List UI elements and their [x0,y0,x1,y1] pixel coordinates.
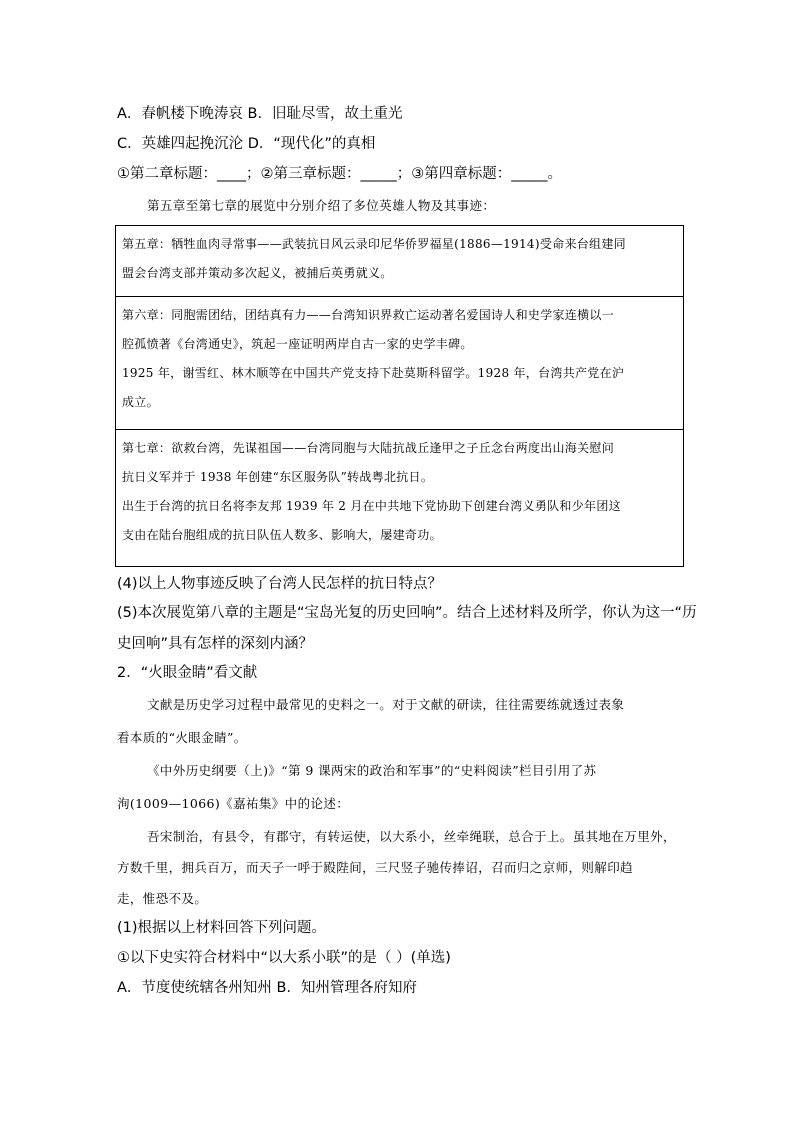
section-2-title: 2．“火眼金睛”看文献 [117,665,258,681]
option-row-ab-2: A．节度使统辖各州知州 B．知州管理各府知府 [117,980,417,996]
quote-line1: 吾宋制治，有县令，有郡守，有转运使，以大系小，丝牵绳联，总合于上。虽其地在万里外， [147,829,676,844]
option-row-ab: A．春帆楼下晚涛哀 B．旧耻尽雪，故土重光 [117,106,403,122]
question-5-line2: 史回响”具有怎样的深刻内涵？ [117,636,314,652]
question-4: (4)以上人物事迹反映了台湾人民怎样的抗日特点？ [117,576,443,592]
question-1: (1)根据以上材料回答下列问题。 [117,920,327,936]
chapter6-line: 第六章：同胞需团结，团结真有力——台湾知识界救亡运动著名爱国诗人和史学家连横以一 [122,308,615,322]
chapter6-line: 腔孤愤著《台湾通史》，筑起一座证明两岸自古一家的史学丰碑。 [122,337,473,351]
chapter7-line: 抗日义军并于 1938 年创建“东区服务队”转战粤北抗日。 [122,470,434,484]
question-1-sub: ①以下史实符合材料中“以大系小联”的是（ ）(单选) [117,950,451,966]
paragraph-1-line2: 看本质的“火眼金睛”。 [117,730,247,745]
chapter7-line: 支由在陆台胞组成的抗日队伍人数多、影响大，屡建奇功。 [122,528,442,542]
heroes-intro: 第五章至第七章的展览中分别介绍了多位英雄人物及其事迹： [147,198,496,213]
paragraph-2-line1: 《中外历史纲要（上)》“第 9 课两宋的政治和军事”的“史料阅读”栏目引用了苏 [147,763,597,778]
chapter5-line: 盟会台湾支部并策动多次起义，被捕后英勇就义。 [122,266,393,280]
chapter6-cell [116,296,683,429]
chapter6-line: 成立。 [122,395,159,409]
quote-line2: 方数千里，拥兵百万，而天子一呼于殿陛间，三尺竖子驰传捧诏，召而归之京师，则解印趋 [117,860,634,875]
chapter7-cell [116,429,683,566]
paragraph-1-line1: 文献是历史学习过程中最常见的史料之一。对于文献的研读，往往需要练就透过表象 [147,697,625,712]
question-5-line1: (5)本次展览第八章的主题是“宝岛光复的历史回响”。结合上述材料及所学，你认为这一“历 [117,605,697,621]
chapter7-line: 出生于台湾的抗日名将李友邦 1939 年 2 月在中共地下党协助下创建台湾义勇队和少年团这 [122,499,621,513]
fill-blank-titles: ①第二章标题：____；②第三章标题：_____；③第四章标题：_____。 [117,166,562,182]
chapter6-line: 1925 年，谢雪红、林木顺等在中国共产党支持下赴莫斯科留学。1928 年，台湾共产党在沪 [122,366,625,380]
chapter5-line: 第五章：牺牲血肉寻常事——武装抗日风云录印尼华侨罗福星(1886—1914)受命来台组建同 [122,237,626,251]
chapter5-cell [116,226,683,296]
option-row-cd: C．英雄四起挽沉沦 D．“现代化”的真相 [117,136,376,152]
quote-line3: 走，惟恐不及。 [117,891,208,906]
paragraph-2-line2: 洵(1009—1066)《嘉祐集》中的论述： [117,796,350,811]
chapter7-line: 第七章：欲救台湾，先谋祖国——台湾同胞与大陆抗战丘逢甲之子丘念台两度出山海关慰问 [122,441,615,455]
heroes-table [115,225,684,567]
